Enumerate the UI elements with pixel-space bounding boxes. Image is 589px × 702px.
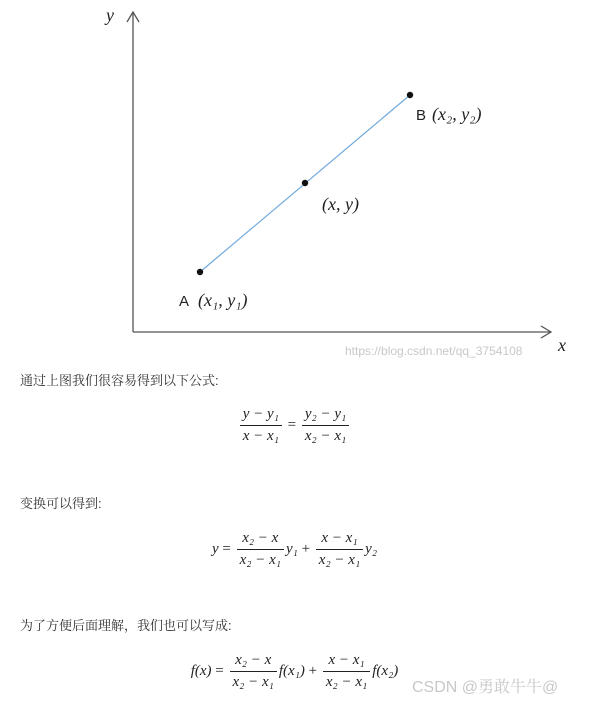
- point-mid: [302, 180, 308, 186]
- formula-1: [0, 406, 589, 445]
- formula-1-lhs-denominator: x − x₁: [242, 428, 279, 444]
- formula-1-rhs-fraction: [302, 406, 349, 445]
- formula-2-equals: =: [222, 540, 231, 557]
- formula-2-fraction-1-numerator: x₂ − x: [237, 530, 284, 550]
- formula-2-term-1: y₁: [285, 540, 298, 557]
- point-a-letter: A: [179, 293, 190, 310]
- formula-1-equals: =: [287, 416, 297, 433]
- formula-3-fraction-1-denominator: x₂ − x₁: [232, 674, 274, 690]
- formula-3-fraction-1: [230, 652, 277, 691]
- formula-3-fraction-2: [323, 652, 370, 691]
- y-axis-label: y: [106, 5, 114, 25]
- formula-2-term-2: y₂: [365, 540, 378, 557]
- paragraph-2: 变换可以得到:: [20, 496, 102, 511]
- formula-3-fraction-2-numerator: x − x₁: [323, 652, 370, 672]
- figure-watermark: https://blog.csdn.net/qq_3754108: [345, 344, 523, 358]
- formula-2-lhs: y: [211, 540, 219, 557]
- point-b-coords: (x₂, y₂): [432, 104, 482, 124]
- formula-3-lhs: f(x): [190, 662, 212, 679]
- formula-2-fraction-2-denominator: x₂ − x₁: [318, 552, 361, 568]
- point-a-coords: (x₁, y₁): [198, 290, 248, 310]
- formula-3-equals: =: [215, 662, 224, 679]
- formula-3-fraction-1-numerator: x₂ − x: [230, 652, 277, 672]
- formula-2-fraction-2: [316, 530, 363, 569]
- formula-2-fraction-2-numerator: x − x₁: [316, 530, 363, 550]
- mid-point-coords: (x, y): [322, 194, 359, 214]
- formula-2-plus: +: [301, 540, 311, 557]
- formula-1-rhs-numerator: y₂ − y₁: [302, 406, 349, 426]
- formula-1-lhs-fraction: [240, 406, 282, 445]
- footer-watermark: CSDN @勇敢牛牛@: [412, 679, 559, 696]
- point-a: [197, 269, 203, 275]
- formula-3-term-1: f(x₁): [278, 662, 305, 679]
- formula-3-plus: +: [308, 662, 318, 679]
- formula-2-fraction-1-denominator: x₂ − x₁: [239, 552, 281, 568]
- point-b: [407, 92, 413, 98]
- formula-3-term-2: f(x₂): [372, 662, 399, 679]
- formula-1-lhs-numerator: y − y₁: [240, 406, 282, 426]
- x-axis-label: x: [558, 335, 566, 355]
- formula-2-fraction-1: [237, 530, 284, 569]
- formula-3-fraction-2-denominator: x₂ − x₁: [325, 674, 368, 690]
- paragraph-1: 通过上图我们很容易得到以下公式:: [20, 373, 219, 388]
- formula-2: [0, 530, 589, 569]
- formula-1-rhs-denominator: x₂ − x₁: [304, 428, 347, 444]
- point-b-letter: B: [416, 107, 427, 124]
- paragraph-3: 为了方便后面理解，我们也可以写成:: [20, 618, 232, 633]
